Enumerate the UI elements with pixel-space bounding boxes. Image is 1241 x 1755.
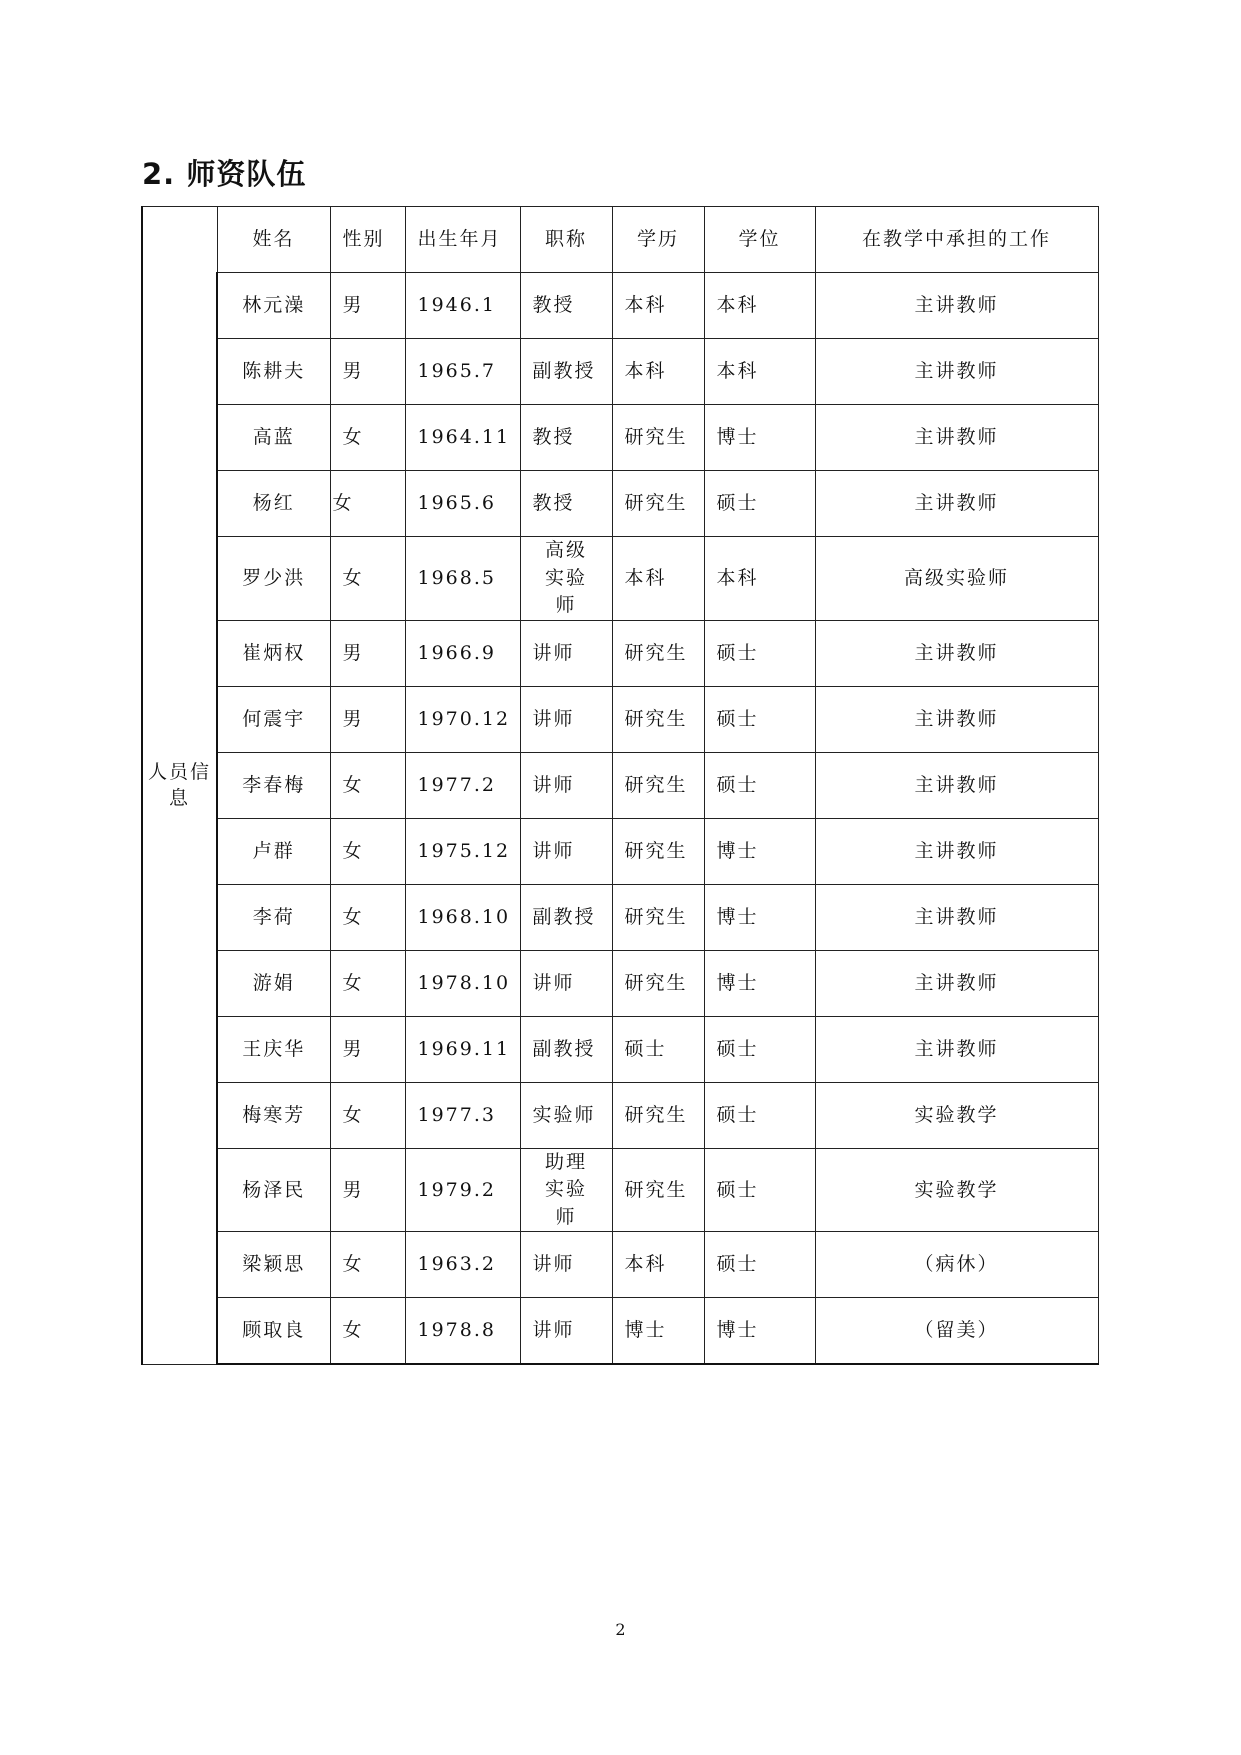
cell-education: 研究生 xyxy=(612,752,704,818)
cell-work: 主讲教师 xyxy=(815,950,1098,1016)
cell-name: 林元澡 xyxy=(217,273,330,339)
cell-education: 研究生 xyxy=(612,620,704,686)
cell-education: 本科 xyxy=(612,1232,704,1298)
cell-degree: 本科 xyxy=(704,339,815,405)
cell-birth: 1977.3 xyxy=(405,1082,520,1148)
header-education: 学历 xyxy=(612,207,704,273)
cell-education: 研究生 xyxy=(612,1082,704,1148)
cell-degree: 硕士 xyxy=(704,1016,815,1082)
cell-degree: 博士 xyxy=(704,950,815,1016)
cell-work: 主讲教师 xyxy=(815,471,1098,537)
cell-title: 讲师 xyxy=(520,620,612,686)
cell-name: 李春梅 xyxy=(217,752,330,818)
table-row xyxy=(142,339,1098,405)
cell-name: 李荷 xyxy=(217,884,330,950)
cell-name: 梅寒芳 xyxy=(217,1082,330,1148)
cell-name: 卢群 xyxy=(217,818,330,884)
staff-table xyxy=(141,206,1099,1365)
cell-birth: 1964.11 xyxy=(405,405,520,471)
cell-degree: 硕士 xyxy=(704,620,815,686)
cell-gender: 男 xyxy=(330,620,405,686)
cell-degree: 本科 xyxy=(704,537,815,621)
section-heading xyxy=(142,152,306,193)
cell-education: 研究生 xyxy=(612,686,704,752)
cell-birth: 1969.11 xyxy=(405,1016,520,1082)
table-row xyxy=(142,1232,1098,1298)
cell-birth: 1965.6 xyxy=(405,471,520,537)
cell-work: 主讲教师 xyxy=(815,752,1098,818)
cell-gender: 女 xyxy=(330,405,405,471)
header-title: 职称 xyxy=(520,207,612,273)
cell-degree: 博士 xyxy=(704,818,815,884)
cell-birth: 1970.12 xyxy=(405,686,520,752)
cell-birth: 1978.8 xyxy=(405,1298,520,1365)
cell-degree: 硕士 xyxy=(704,1082,815,1148)
cell-gender: 女 xyxy=(330,471,405,537)
cell-education: 博士 xyxy=(612,1298,704,1365)
cell-degree: 硕士 xyxy=(704,471,815,537)
cell-work: （留美） xyxy=(815,1298,1098,1365)
cell-gender: 女 xyxy=(330,752,405,818)
cell-title: 讲师 xyxy=(520,686,612,752)
page-number: 2 xyxy=(615,1620,626,1639)
cell-work: 主讲教师 xyxy=(815,273,1098,339)
cell-name: 罗少洪 xyxy=(217,537,330,621)
staff-table-body xyxy=(142,207,1098,1365)
cell-degree: 硕士 xyxy=(704,1232,815,1298)
cell-name: 王庆华 xyxy=(217,1016,330,1082)
table-row xyxy=(142,273,1098,339)
cell-gender: 女 xyxy=(330,537,405,621)
cell-birth: 1979.2 xyxy=(405,1148,520,1232)
cell-gender: 女 xyxy=(330,950,405,1016)
cell-work: 实验教学 xyxy=(815,1148,1098,1232)
cell-title: 教授 xyxy=(520,405,612,471)
cell-gender: 女 xyxy=(330,1298,405,1365)
header-birth: 出生年月 xyxy=(405,207,520,273)
table-row xyxy=(142,752,1098,818)
cell-birth: 1968.5 xyxy=(405,537,520,621)
cell-title: 讲师 xyxy=(520,950,612,1016)
cell-gender: 女 xyxy=(330,1232,405,1298)
cell-name: 游娟 xyxy=(217,950,330,1016)
cell-work: 主讲教师 xyxy=(815,405,1098,471)
cell-education: 本科 xyxy=(612,273,704,339)
cell-name: 杨泽民 xyxy=(217,1148,330,1232)
cell-work: 主讲教师 xyxy=(815,884,1098,950)
cell-title: 教授 xyxy=(520,273,612,339)
cell-work: 实验教学 xyxy=(815,1082,1098,1148)
cell-work: 主讲教师 xyxy=(815,620,1098,686)
cell-name: 陈耕夫 xyxy=(217,339,330,405)
cell-work: 主讲教师 xyxy=(815,818,1098,884)
cell-degree: 硕士 xyxy=(704,686,815,752)
cell-work: 主讲教师 xyxy=(815,686,1098,752)
cell-title: 副教授 xyxy=(520,339,612,405)
cell-birth: 1977.2 xyxy=(405,752,520,818)
section-number: 2. xyxy=(142,157,176,191)
cell-degree: 本科 xyxy=(704,273,815,339)
cell-work: 主讲教师 xyxy=(815,339,1098,405)
cell-education: 研究生 xyxy=(612,818,704,884)
cell-birth: 1968.10 xyxy=(405,884,520,950)
cell-education: 研究生 xyxy=(612,950,704,1016)
cell-title: 助理实验师 xyxy=(520,1148,612,1232)
cell-gender: 男 xyxy=(330,686,405,752)
section-title: 师资队伍 xyxy=(186,157,307,191)
cell-birth: 1965.7 xyxy=(405,339,520,405)
cell-gender: 男 xyxy=(330,273,405,339)
cell-work: 高级实验师 xyxy=(815,537,1098,621)
cell-title: 副教授 xyxy=(520,884,612,950)
cell-education: 本科 xyxy=(612,537,704,621)
cell-name: 崔炳权 xyxy=(217,620,330,686)
cell-education: 研究生 xyxy=(612,1148,704,1232)
table-row xyxy=(142,537,1098,621)
cell-education: 硕士 xyxy=(612,1016,704,1082)
cell-title: 实验师 xyxy=(520,1082,612,1148)
group-label-cell: 人员信息 xyxy=(142,207,217,1365)
table-row xyxy=(142,950,1098,1016)
table-row xyxy=(142,1148,1098,1232)
table-row xyxy=(142,1298,1098,1365)
header-work: 在教学中承担的工作 xyxy=(815,207,1098,273)
cell-name: 杨红 xyxy=(217,471,330,537)
table-row xyxy=(142,405,1098,471)
table-row xyxy=(142,1082,1098,1148)
cell-education: 本科 xyxy=(612,339,704,405)
cell-gender: 女 xyxy=(330,1082,405,1148)
cell-title: 讲师 xyxy=(520,1232,612,1298)
cell-title: 讲师 xyxy=(520,752,612,818)
cell-education: 研究生 xyxy=(612,405,704,471)
table-row xyxy=(142,471,1098,537)
cell-birth: 1966.9 xyxy=(405,620,520,686)
table-row xyxy=(142,1016,1098,1082)
cell-gender: 男 xyxy=(330,339,405,405)
cell-degree: 硕士 xyxy=(704,1148,815,1232)
cell-title: 高级实验师 xyxy=(520,537,612,621)
cell-degree: 博士 xyxy=(704,405,815,471)
cell-title: 副教授 xyxy=(520,1016,612,1082)
cell-work: 主讲教师 xyxy=(815,1016,1098,1082)
cell-birth: 1946.1 xyxy=(405,273,520,339)
cell-education: 研究生 xyxy=(612,471,704,537)
header-name: 姓名 xyxy=(217,207,330,273)
table-row xyxy=(142,818,1098,884)
header-gender: 性别 xyxy=(330,207,405,273)
header-degree: 学位 xyxy=(704,207,815,273)
table-row xyxy=(142,620,1098,686)
cell-degree: 博士 xyxy=(704,884,815,950)
cell-gender: 男 xyxy=(330,1148,405,1232)
cell-birth: 1978.10 xyxy=(405,950,520,1016)
cell-name: 顾取良 xyxy=(217,1298,330,1365)
cell-title: 教授 xyxy=(520,471,612,537)
cell-name: 何震宇 xyxy=(217,686,330,752)
table-row xyxy=(142,884,1098,950)
cell-gender: 女 xyxy=(330,818,405,884)
cell-title: 讲师 xyxy=(520,1298,612,1365)
cell-name: 高蓝 xyxy=(217,405,330,471)
cell-degree: 硕士 xyxy=(704,752,815,818)
cell-name: 梁颖思 xyxy=(217,1232,330,1298)
table-header-row xyxy=(142,207,1098,273)
cell-birth: 1963.2 xyxy=(405,1232,520,1298)
cell-degree: 博士 xyxy=(704,1298,815,1365)
table-row xyxy=(142,686,1098,752)
cell-gender: 男 xyxy=(330,1016,405,1082)
cell-title: 讲师 xyxy=(520,818,612,884)
cell-education: 研究生 xyxy=(612,884,704,950)
cell-gender: 女 xyxy=(330,884,405,950)
cell-birth: 1975.12 xyxy=(405,818,520,884)
cell-work: （病休） xyxy=(815,1232,1098,1298)
